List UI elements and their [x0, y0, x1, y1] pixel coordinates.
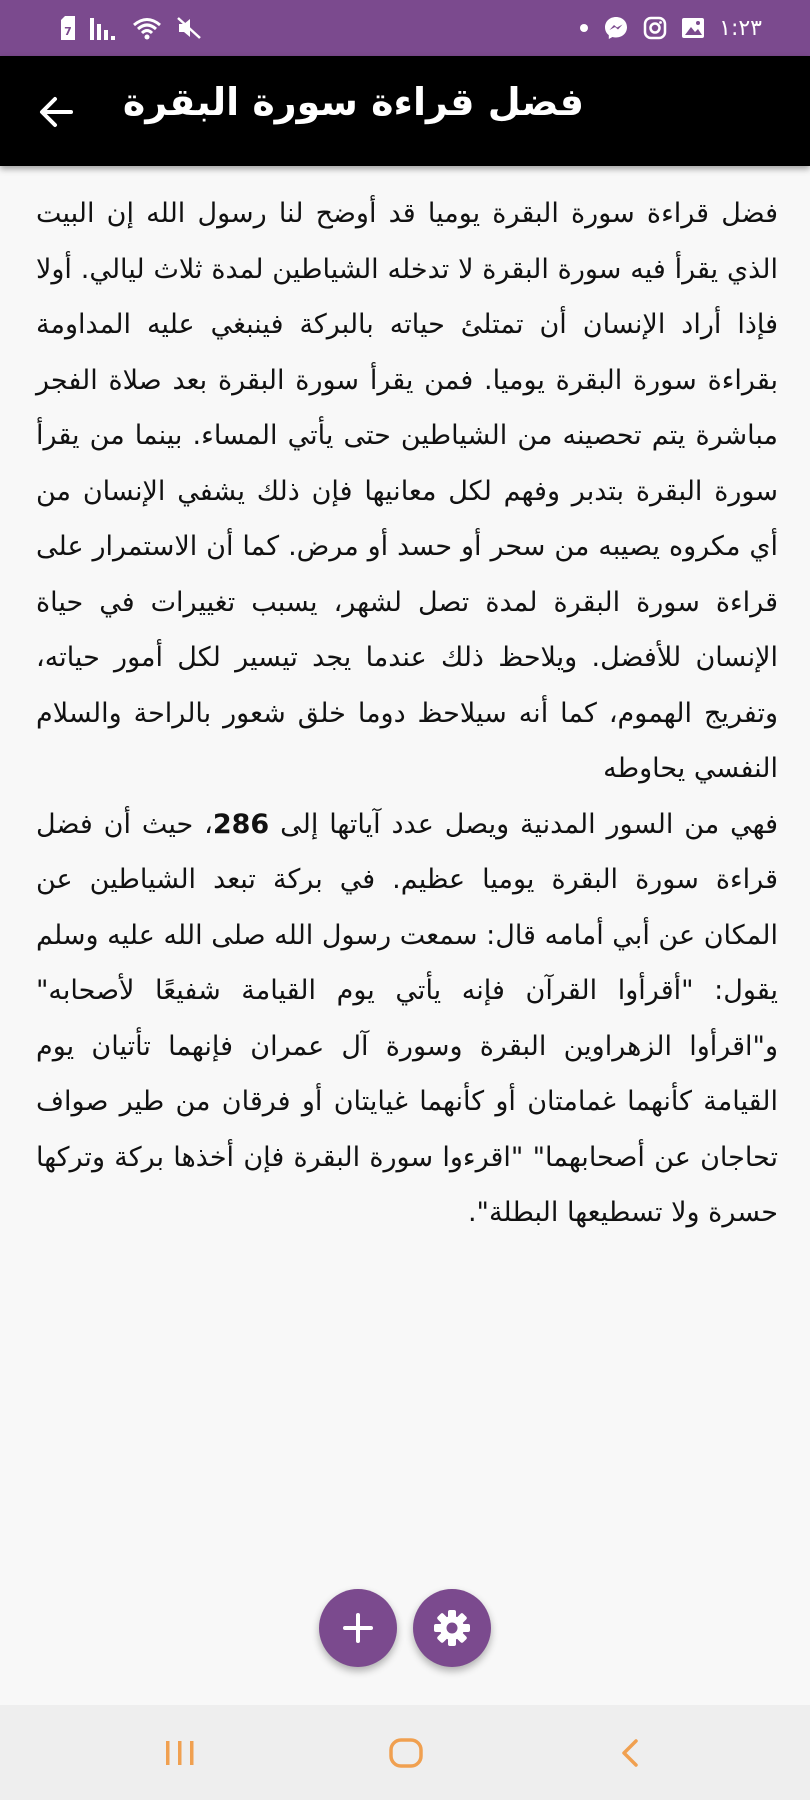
wifi-icon: [132, 15, 162, 41]
mute-icon: [176, 15, 202, 41]
arrow-back-icon: [38, 96, 74, 128]
home-button[interactable]: [376, 1729, 436, 1777]
article-paragraph-1: فضل قراءة سورة البقرة يوميا قد أوضح لنا رسول الله إن البيت الذي يقرأ فيه سورة البقرة لا تدخله الشياطين لمدة ثلاث ليالي. أولا فإذا أراد الإنسان أن تمتلئ حياته بالبركة فينبغي عليه المداومة بقراءة سورة البقرة يوميا. فمن يقرأ سورة البقرة بعد صلاة الفجر مباشرة يتم تحصينه من الشياطين حتى يأتي المساء. بينما من يقرأ سورة البقرة بتدبر وفهم لكل معانيها فإن ذلك يشفي الإنسان من أي مكروه يصيبه من سحر أو حسد أو مرض. كما أن الاستمرار على قراءة سورة البقرة لمدة تصل لشهر، يسبب تغييرات في حياة الإنسان للأفضل. ويلاحظ ذلك عندما يجد تيسير لكل أمور حياته، وتفريج الهموم، كما أنه سيلاحظ دوما خلق شعور بالراحة والسلام النفسي يحاوطه: [36, 198, 778, 784]
plus-icon: [342, 1612, 374, 1644]
article-content: [36, 186, 778, 1241]
back-button[interactable]: [28, 84, 84, 140]
status-bar: [0, 0, 810, 56]
settings-button[interactable]: [413, 1589, 491, 1667]
paragraph-2-end: ، حيث أن فضل قراءة سورة البقرة يوميا عظيم. في بركة تبعد الشياطين عن المكان عن أبي أمامه قال: سمعت رسول الله صلى الله عليه وسلم يقول: "أقرأوا القرآن فإنه يأتي يوم القيامة شفيعًا لأصحابه" و"اقرأوا الزهراوين البقرة وسورة آل عمران فإنهما تأتيان يوم القيامة كأنهما غمامتان أو كأنهما غيايتان أو فرقان من طير صواف تحاجان عن أصحابهما" "اقرءوا سورة البقرة فإن أخذها بركة وتركها حسرة ولا تسطيعها البطلة".: [36, 808, 778, 1228]
system-back-button[interactable]: [600, 1729, 660, 1777]
recents-icon: [163, 1738, 197, 1768]
status-left-icons: [60, 15, 202, 41]
article-paragraph-2: [36, 797, 778, 1241]
chevron-back-icon: [618, 1737, 642, 1769]
recents-button[interactable]: [150, 1729, 210, 1777]
messenger-icon: [603, 15, 629, 41]
paragraph-2-start: فهي من السور المدنية ويصل عدد آياتها إلى: [269, 808, 778, 840]
signal-bars-icon: [90, 15, 118, 41]
status-right-icons: [579, 15, 762, 41]
page-title: فضل قراءة سورة البقرة: [122, 80, 584, 124]
app-bar: [0, 56, 810, 166]
status-time: ١:٢٣: [719, 15, 762, 41]
navigation-bar: [0, 1705, 810, 1800]
dot-icon: [579, 15, 589, 41]
add-button[interactable]: [319, 1589, 397, 1667]
instagram-icon: [643, 15, 667, 41]
gallery-icon: [681, 15, 705, 41]
verse-count: 286: [212, 808, 270, 840]
svg-text:7: 7: [64, 25, 72, 38]
gear-icon: [432, 1608, 472, 1648]
home-icon: [388, 1737, 424, 1769]
sim-card-icon: [60, 15, 76, 41]
